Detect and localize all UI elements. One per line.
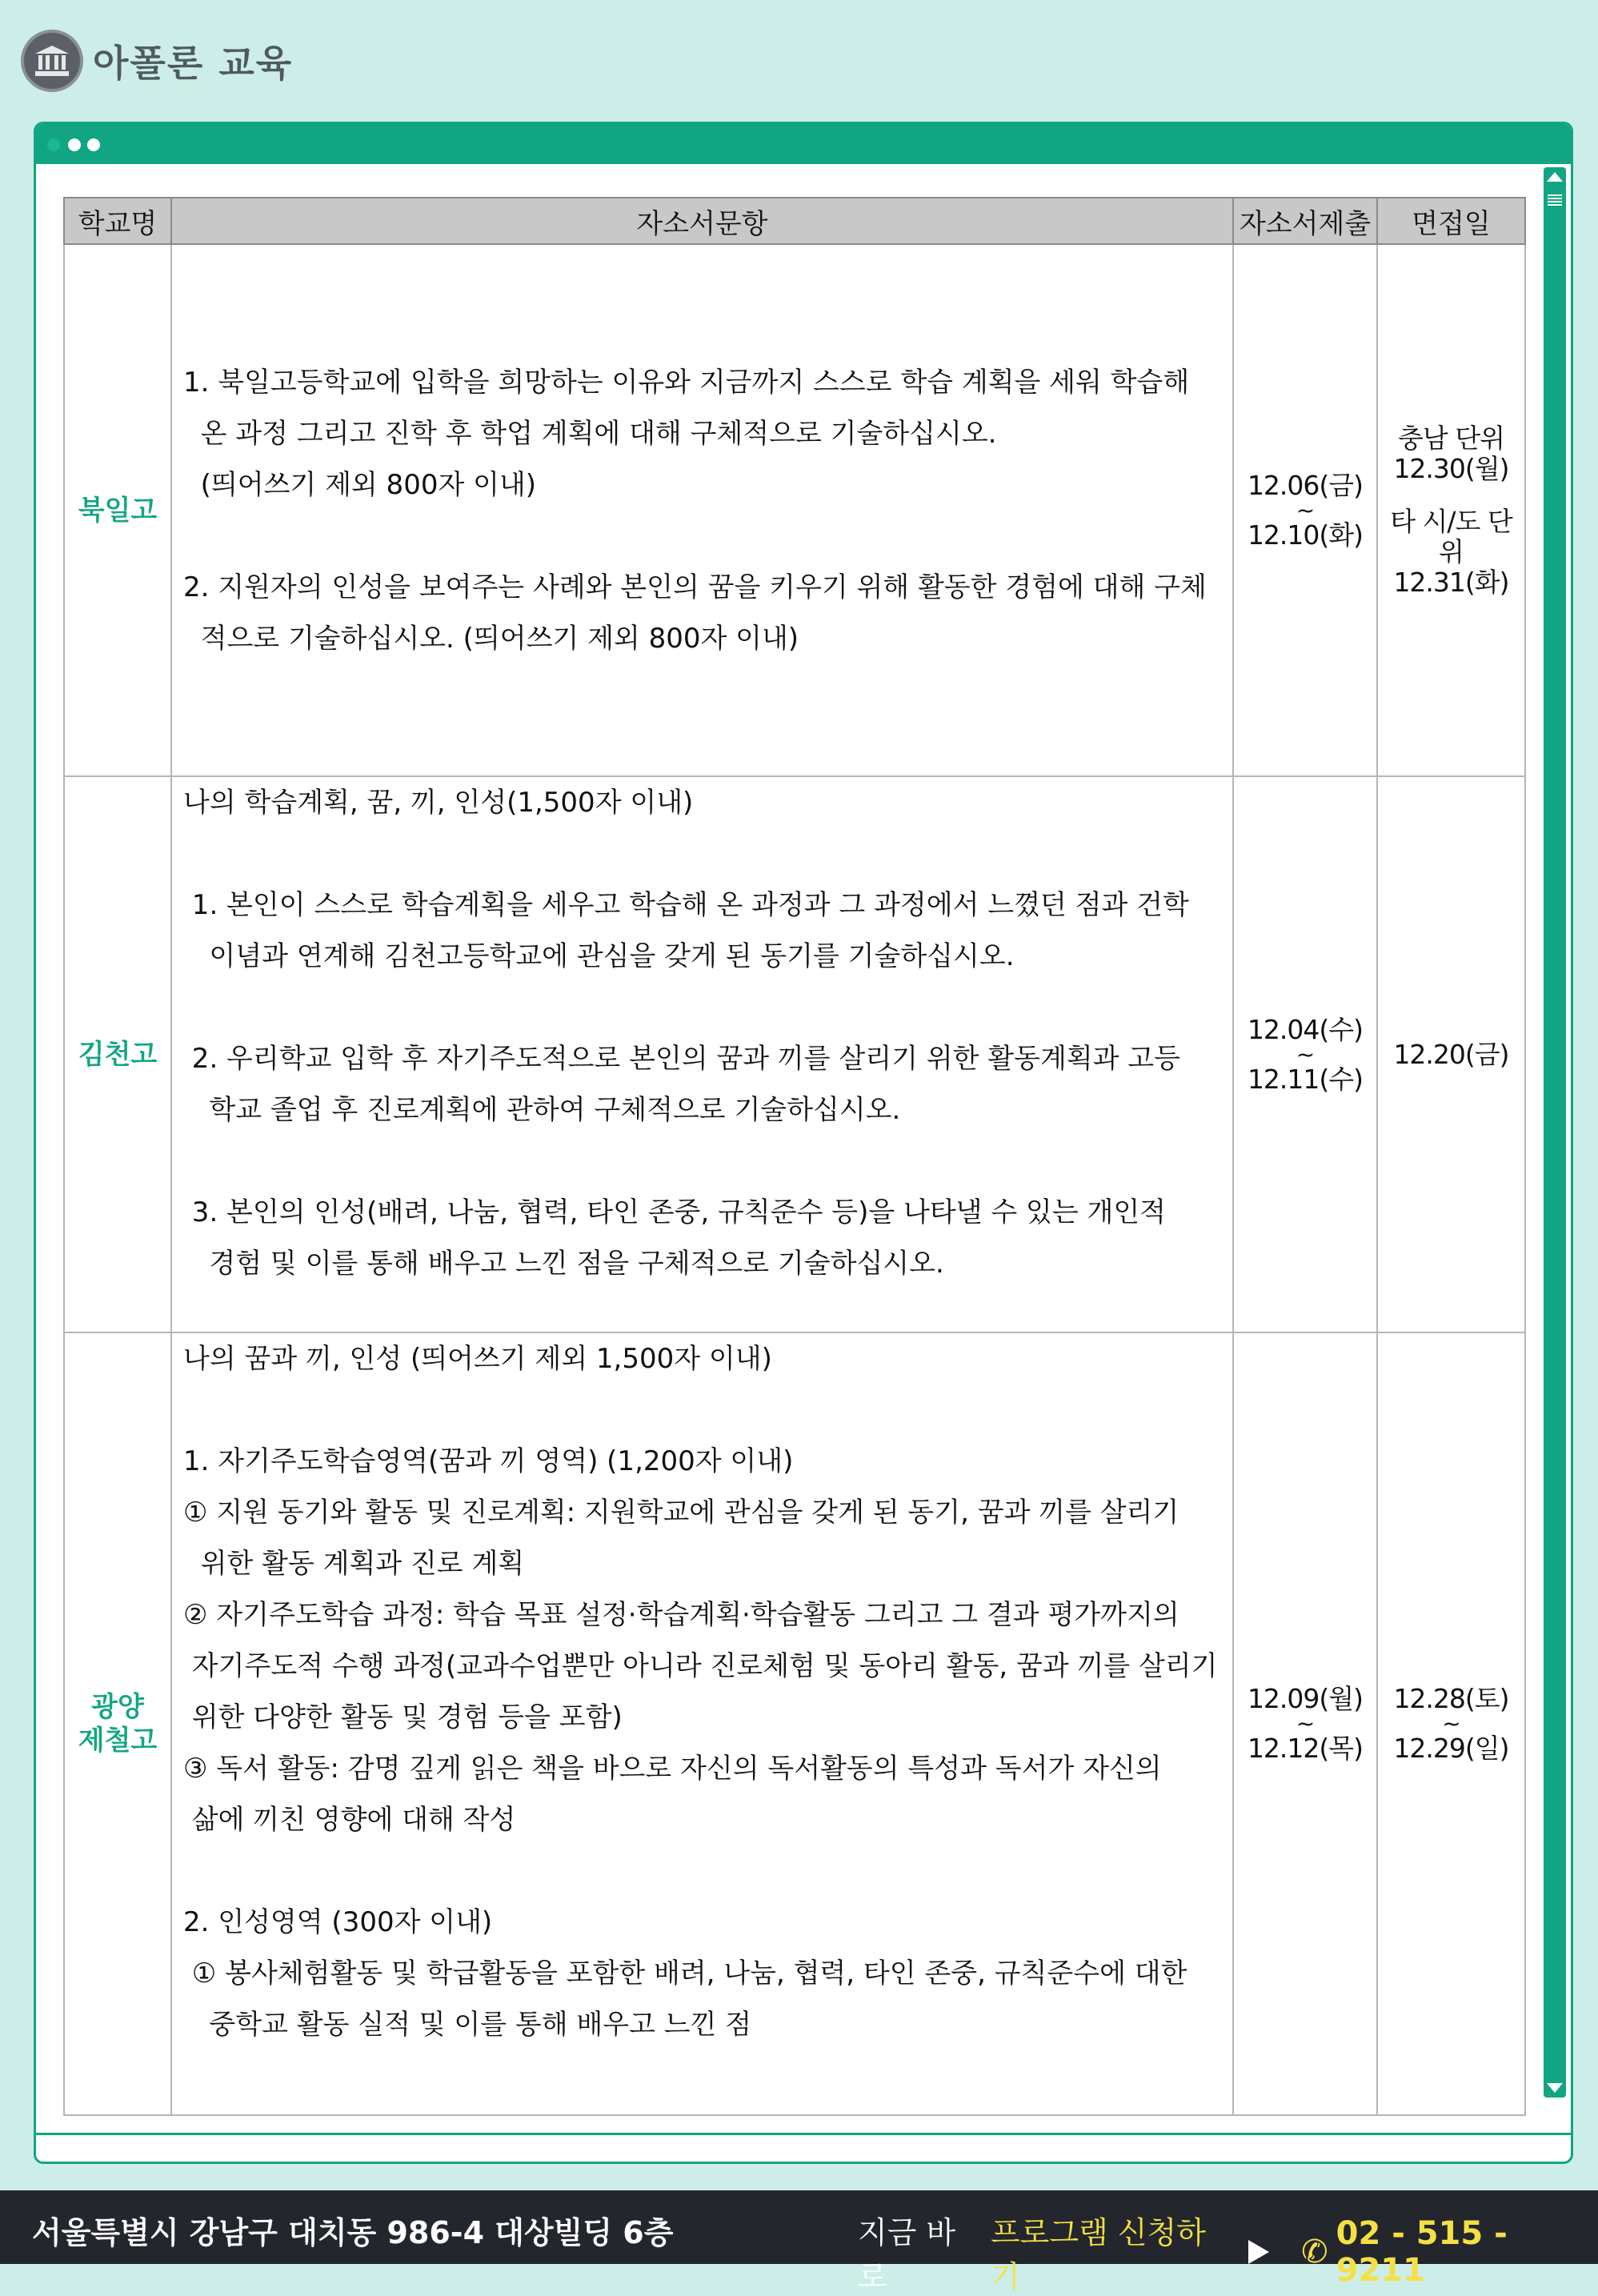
question-line: 중학교 활동 실적 및 이를 통해 배우고 느낀 점	[183, 2009, 752, 2041]
question-line: 이념과 연계해 김천고등학교에 관심을 갖게 된 동기를 기술하십시오.	[183, 940, 1015, 972]
interview-end: 12.29(일)	[1393, 1733, 1509, 1764]
range-tilde: ~	[1442, 1710, 1460, 1737]
range-tilde: ~	[1296, 1710, 1315, 1737]
submission-end: 12.10(화)	[1247, 519, 1364, 551]
school-name: 김천고	[64, 776, 171, 1332]
question-line	[183, 1845, 1226, 1897]
question-line	[183, 1384, 1226, 1436]
interview-dates	[1377, 776, 1525, 1332]
brand-logo[interactable]	[21, 29, 293, 93]
admissions-table	[63, 197, 1526, 2116]
phone-number[interactable]	[1301, 2215, 1598, 2289]
range-tilde: ~	[1296, 496, 1315, 523]
submission-end: 12.11(수)	[1247, 1063, 1364, 1095]
cta-link[interactable]: 프로그램 신청하기	[990, 2215, 1206, 2294]
header-interview-date: 면접일	[1377, 198, 1525, 244]
scroll-thumb[interactable]	[1548, 194, 1562, 206]
header-school: 학교명	[64, 198, 171, 244]
question-line: 적으로 기술하십시오. (띄어쓰기 제외 800자 이내)	[183, 622, 799, 655]
question-line: 1. 자기주도학습영역(꿈과 끼 영역) (1,200자 이내)	[183, 1445, 794, 1477]
table-header-row	[64, 198, 1525, 244]
submission-start: 12.04(수)	[1247, 1013, 1364, 1045]
content-window	[34, 122, 1573, 2164]
interview-label: 타 시/도 단위	[1390, 505, 1512, 567]
question-line: 2. 인성영역 (300자 이내)	[183, 1906, 493, 1938]
question-line: 2. 우리학교 입학 후 자기주도적으로 본인의 꿈과 끼를 살리기 위한 활동계획과 고등	[183, 1043, 1180, 1075]
window-dot-icon	[47, 138, 60, 151]
table-row	[64, 244, 1525, 776]
question-line: 자기주도적 수행 과정(교과수업뿐만 아니라 진로체험 및 동아리 활동, 꿈과 끼를 살리기	[183, 1650, 1218, 1682]
header-essay-questions: 자소서문항	[171, 198, 1233, 244]
submission-period	[1233, 1332, 1377, 2115]
phone-text[interactable]: 02 - 515 - 9211	[1336, 2215, 1508, 2289]
brand-name: 아폴론 교육	[93, 42, 294, 85]
range-tilde: ~	[1296, 1040, 1315, 1068]
question-line: 나의 학습계획, 꿈, 끼, 인성(1,500자 이내)	[183, 787, 694, 819]
essay-questions	[171, 244, 1233, 776]
question-line: 나의 꿈과 끼, 인성 (띄어쓰기 제외 1,500자 이내)	[183, 1343, 772, 1375]
essay-questions	[171, 776, 1233, 1332]
school-name: 북일고	[64, 244, 171, 776]
school-name	[64, 1332, 171, 2115]
interview-date: 12.30(월)	[1393, 452, 1509, 484]
footer-address: 서울특별시 강남구 대치동 986-4 대상빌딩 6층	[32, 2215, 674, 2250]
question-line: 학교 졸업 후 진로계획에 관하여 구체적으로 기술하십시오.	[183, 1094, 901, 1126]
apply-cta[interactable]	[858, 2208, 1598, 2296]
scroll-down-arrow-icon[interactable]	[1547, 2083, 1563, 2093]
question-line: 3. 본인의 인성(배려, 나눔, 협력, 타인 존중, 규칙준수 등)을 나타낼 수 있는 개인적	[183, 1196, 1167, 1228]
cta-prefix: 지금 바로	[858, 2215, 956, 2294]
school-name-line: 제철고	[78, 1725, 158, 1757]
interview-start: 12.28(토)	[1393, 1683, 1509, 1714]
interview-date: 12.20(금)	[1393, 1038, 1509, 1070]
submission-end: 12.12(목)	[1247, 1733, 1364, 1764]
question-line: 위한 다양한 활동 및 경험 등을 포함)	[183, 1701, 623, 1733]
table-row	[64, 776, 1525, 1332]
question-line	[183, 1136, 1226, 1187]
table-row	[64, 1332, 1525, 2115]
submission-start: 12.06(금)	[1247, 469, 1364, 501]
question-line: (띄어쓰기 제외 800자 이내)	[183, 468, 537, 501]
phone-icon: ✆	[1301, 2234, 1328, 2270]
interview-date: 12.31(화)	[1393, 566, 1509, 598]
interview-dates	[1377, 244, 1525, 776]
interview-dates	[1377, 1332, 1525, 2115]
school-name-line: 광양	[91, 1691, 144, 1723]
question-line: 삶에 끼친 영향에 대해 작성	[183, 1804, 516, 1836]
submission-period	[1233, 776, 1377, 1332]
question-line: 위한 활동 계획과 진로 계획	[183, 1548, 525, 1580]
window-bottom-divider	[36, 2133, 1571, 2135]
vertical-scrollbar[interactable]	[1544, 167, 1566, 2098]
question-line	[183, 828, 1226, 880]
window-dot-icon	[68, 138, 81, 151]
scroll-up-arrow-icon[interactable]	[1547, 172, 1563, 182]
question-line	[183, 982, 1226, 1033]
play-arrow-icon[interactable]	[1248, 2240, 1269, 2264]
window-dot-icon	[87, 138, 100, 151]
academy-seal-icon	[21, 30, 83, 92]
question-line: 1. 북일고등학교에 입학을 희망하는 이유와 지금까지 스스로 학습 계획을 세워 학습해	[183, 366, 1190, 399]
question-line: ① 지원 동기와 활동 및 진로계획: 지원학교에 관심을 갖게 된 동기, 꿈과 끼를 살리기	[183, 1497, 1179, 1529]
question-line: ② 자기주도학습 과정: 학습 목표 설정·학습계획·학습활동 그리고 그 결과 평가까지의	[183, 1599, 1179, 1631]
footer-bar	[0, 2190, 1598, 2294]
header-essay-submission: 자소서제출	[1233, 198, 1377, 244]
submission-start: 12.09(월)	[1247, 1683, 1364, 1714]
question-line: 1. 본인이 스스로 학습계획을 세우고 학습해 온 과정과 그 과정에서 느꼈던 점과 건학	[183, 889, 1189, 921]
interview-label: 충남 단위	[1397, 422, 1504, 454]
window-titlebar	[36, 124, 1571, 164]
question-line: ① 봉사체험활동 및 학급활동을 포함한 배려, 나눔, 협력, 타인 존중, 규칙준수에 대한	[183, 1957, 1187, 1989]
question-line: 경험 및 이를 통해 배우고 느낀 점을 구체적으로 기술하십시오.	[183, 1248, 944, 1280]
question-line: 온 과정 그리고 진학 후 학업 계획에 대해 구체적으로 기술하십시오.	[183, 417, 997, 450]
question-line: ③ 독서 활동: 감명 깊게 읽은 책을 바으로 자신의 독서활동의 특성과 독서가 자신의	[183, 1753, 1162, 1785]
submission-period	[1233, 244, 1377, 776]
question-line	[183, 511, 1226, 562]
question-line: 2. 지원자의 인성을 보여주는 사례와 본인의 꿈을 키우기 위해 활동한 경험에 대해 구체	[183, 571, 1207, 603]
essay-questions	[171, 1332, 1233, 2115]
